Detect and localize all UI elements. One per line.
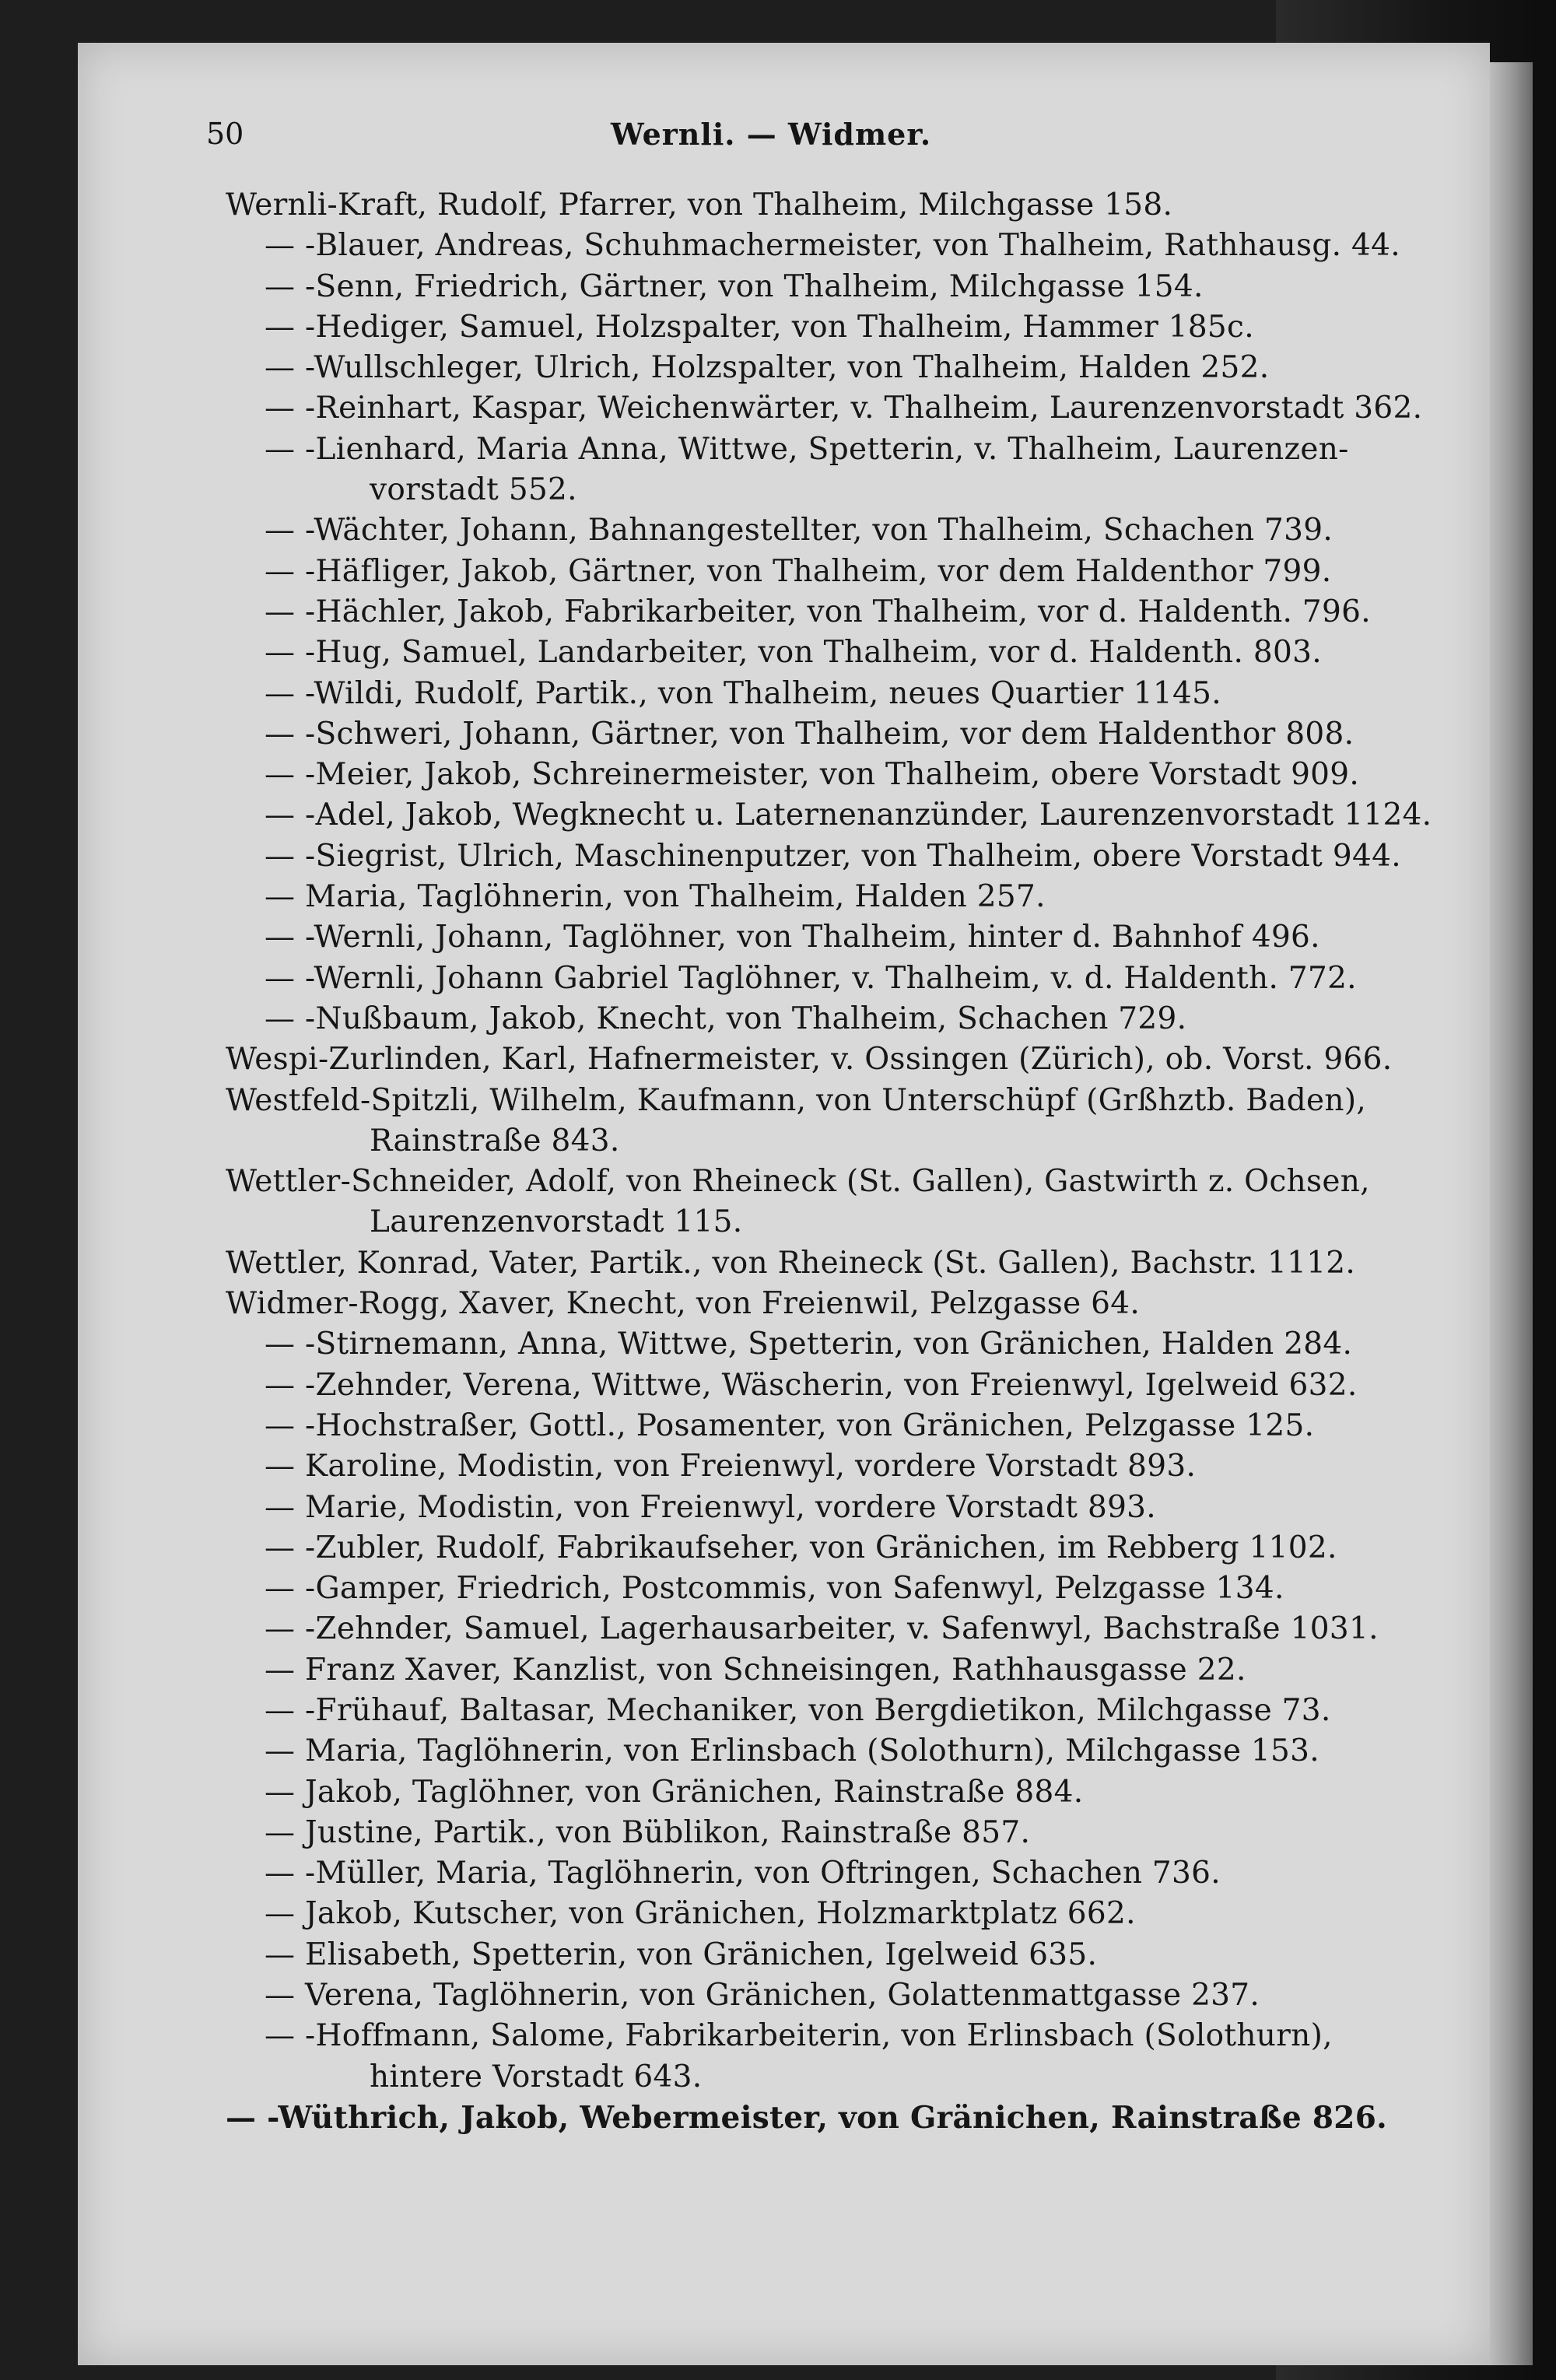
directory-entry: — -Lienhard, Maria Anna, Wittwe, Spetterin, v. Thalheim, Laurenzen- <box>265 431 1349 467</box>
directory-entry: Wettler-Schneider, Adolf, von Rheineck (St. Gallen), Gastwirth z. Ochsen, <box>226 1164 1370 1200</box>
directory-entry: — -Stirnemann, Anna, Wittwe, Spetterin, von Gränichen, Halden 284. <box>265 1327 1353 1362</box>
directory-entry: — -Wernli, Johann, Taglöhner, von Thalheim, hinter d. Bahnhof 496. <box>265 920 1320 955</box>
directory-entry: — Maria, Taglöhnerin, von Erlinsbach (Solothurn), Milchgasse 153. <box>265 1733 1319 1769</box>
directory-entry: — -Wernli, Johann Gabriel Taglöhner, v. Thalheim, v. d. Haldenth. 772. <box>265 960 1357 996</box>
directory-entry: — Elisabeth, Spetterin, von Gränichen, Igelweid 635. <box>265 1937 1098 1972</box>
page-edge-shadow <box>1490 62 1533 2365</box>
directory-entry: — Jakob, Kutscher, von Gränichen, Holzmarktplatz 662. <box>265 1896 1136 1932</box>
directory-entry: — Marie, Modistin, von Freienwyl, vordere Vorstadt 893. <box>265 1489 1156 1525</box>
directory-entry: — -Wüthrich, Jakob, Webermeister, von Gränichen, Rainstraße 826. <box>226 2099 1388 2136</box>
directory-entry: — Maria, Taglöhnerin, von Thalheim, Halden 257. <box>265 879 1046 915</box>
directory-entry: — -Müller, Maria, Taglöhnerin, von Oftringen, Schachen 736. <box>265 1856 1221 1891</box>
directory-entry: — -Hächler, Jakob, Fabrikarbeiter, von Thalheim, vor d. Haldenth. 796. <box>265 594 1371 629</box>
directory-entry: Widmer-Rogg, Xaver, Knecht, von Freienwil, Pelzgasse 64. <box>226 1286 1141 1322</box>
directory-entry: — Jakob, Taglöhner, von Gränichen, Rainstraße 884. <box>265 1774 1084 1810</box>
directory-entry: — -Wildi, Rudolf, Partik., von Thalheim, neues Quartier 1145. <box>265 675 1221 711</box>
entry-continuation: hintere Vorstadt 643. <box>370 2059 703 2094</box>
directory-entry: — Karoline, Modistin, von Freienwyl, vordere Vorstadt 893. <box>265 1449 1197 1484</box>
entry-continuation: vorstadt 552. <box>370 472 577 508</box>
directory-entry: — -Blauer, Andreas, Schuhmachermeister, von Thalheim, Rathhausg. 44. <box>265 228 1400 264</box>
directory-entry: Wettler, Konrad, Vater, Partik., von Rheineck (St. Gallen), Bachstr. 1112. <box>226 1245 1356 1281</box>
directory-entry: — -Nußbaum, Jakob, Knecht, von Thalheim, Schachen 729. <box>265 1001 1187 1036</box>
directory-entry: — -Schweri, Johann, Gärtner, von Thalheim, vor dem Haldenthor 808. <box>265 716 1354 752</box>
directory-entry: — -Wächter, Johann, Bahnangestellter, von Thalheim, Schachen 739. <box>265 513 1333 549</box>
directory-entry: — -Zubler, Rudolf, Fabrikaufseher, von Gränichen, im Rebberg 1102. <box>265 1530 1337 1565</box>
directory-entries <box>226 185 1432 2138</box>
directory-entry: — -Hoffmann, Salome, Fabrikarbeiterin, von Erlinsbach (Solothurn), <box>265 2018 1333 2054</box>
directory-entry: — -Hochstraßer, Gottl., Posamenter, von Gränichen, Pelzgasse 125. <box>265 1407 1315 1443</box>
directory-entry: — -Gamper, Friedrich, Postcommis, von Safenwyl, Pelzgasse 134. <box>265 1571 1284 1607</box>
directory-entry: — -Wullschleger, Ulrich, Holzspalter, von Thalheim, Halden 252. <box>265 350 1270 386</box>
directory-entry: — -Zehnder, Verena, Wittwe, Wäscherin, von Freienwyl, Igelweid 632. <box>265 1367 1358 1403</box>
directory-entry: — -Meier, Jakob, Schreinermeister, von Thalheim, obere Vorstadt 909. <box>265 757 1360 793</box>
directory-entry: Wespi-Zurlinden, Karl, Hafnermeister, v. Ossingen (Zürich), ob. Vorst. 966. <box>226 1042 1393 1078</box>
directory-entry: — Justine, Partik., von Büblikon, Rainstraße 857. <box>265 1814 1031 1850</box>
entry-continuation: Laurenzenvorstadt 115. <box>370 1204 743 1240</box>
directory-entry: — -Reinhart, Kaspar, Weichenwärter, v. Thalheim, Laurenzenvorstadt 362. <box>265 391 1423 426</box>
directory-entry: — -Adel, Jakob, Wegknecht u. Laternenanzünder, Laurenzenvorstadt 1124. <box>265 797 1432 833</box>
directory-entry: — -Siegrist, Ulrich, Maschinenputzer, von Thalheim, obere Vorstadt 944. <box>265 838 1401 874</box>
directory-entry: — Franz Xaver, Kanzlist, von Schneisingen, Rathhausgasse 22. <box>265 1652 1246 1688</box>
entry-continuation: Rainstraße 843. <box>370 1123 620 1158</box>
directory-entry: Westfeld-Spitzli, Wilhelm, Kaufmann, von Unterschüpf (Grßhztb. Baden), <box>226 1082 1367 1118</box>
directory-entry: — -Hug, Samuel, Landarbeiter, von Thalheim, vor d. Haldenth. 803. <box>265 635 1322 671</box>
directory-entry: — -Senn, Friedrich, Gärtner, von Thalheim, Milchgasse 154. <box>265 268 1204 304</box>
directory-entry: Wernli-Kraft, Rudolf, Pfarrer, von Thalheim, Milchgasse 158. <box>226 188 1173 223</box>
directory-entry: — -Zehnder, Samuel, Lagerhausarbeiter, v. Safenwyl, Bachstraße 1031. <box>265 1611 1379 1647</box>
directory-entry: — -Häfliger, Jakob, Gärtner, von Thalheim, vor dem Haldenthor 799. <box>265 553 1332 589</box>
running-title: Wernli. — Widmer. <box>611 117 932 152</box>
directory-entry: — Verena, Taglöhnerin, von Gränichen, Golattenmattgasse 237. <box>265 1978 1260 2014</box>
directory-entry: — -Frühauf, Baltasar, Mechaniker, von Bergdietikon, Milchgasse 73. <box>265 1692 1331 1728</box>
directory-entry: — -Hediger, Samuel, Holzspalter, von Thalheim, Hammer 185c. <box>265 309 1254 345</box>
page-number: 50 <box>206 117 244 151</box>
page-header <box>206 117 1412 163</box>
